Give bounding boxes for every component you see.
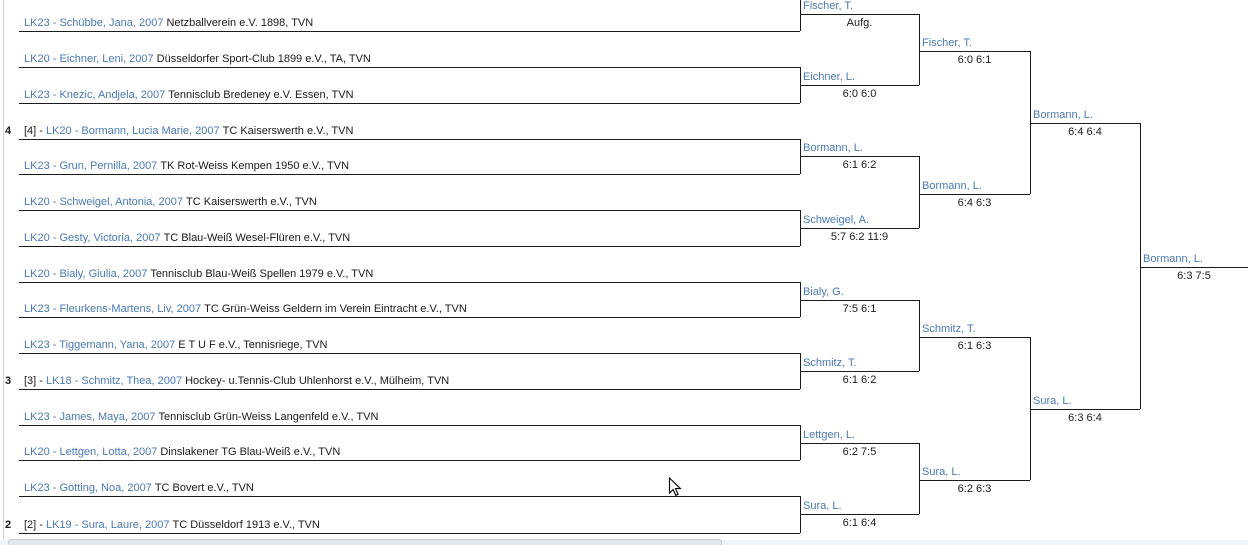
bracket-hline: [19, 282, 800, 283]
bracket-hline: [800, 300, 919, 301]
bracket-hline: [19, 210, 800, 211]
bracket-hline: [800, 443, 919, 444]
player-link[interactable]: LK23 - Götting, Noa, 2007: [24, 482, 152, 494]
match-score: 6:1 6:2: [842, 374, 877, 386]
player-link[interactable]: LK23 - Schübbe, Jana, 2007: [24, 17, 164, 29]
winner-link[interactable]: Bialy, G.: [803, 286, 844, 298]
bracket-hline: [1140, 267, 1248, 268]
match-score: 6:1 6:3: [957, 340, 992, 352]
bracket-hline: [19, 389, 800, 390]
club-label: TC Düsseldorf 1913 e.V., TVN: [172, 519, 320, 531]
winner-link[interactable]: Bormann, L.: [1033, 109, 1093, 121]
club-label: Hockey- u.Tennis-Club Uhlenhorst e.V., Mülheim, TVN: [185, 375, 450, 387]
bracket-hline: [19, 31, 800, 32]
match-score: 6:1 6:2: [842, 159, 877, 171]
bracket-hline: [19, 460, 800, 461]
bracket-hline: [19, 103, 800, 104]
draw-row: [0, 338, 800, 352]
player-link[interactable]: LK20 - Bormann, Lucia Marie, 2007: [45, 125, 220, 137]
seed-label: [3] -: [24, 375, 43, 387]
club-label: Tennisclub Grün-Weiss Langenfeld e.V., TVN: [158, 411, 379, 423]
draw-row: [0, 231, 800, 245]
bracket-vline: [919, 156, 920, 228]
bracket-hline: [800, 85, 919, 86]
bracket-hline: [800, 14, 919, 15]
bracket-hline: [19, 425, 800, 426]
bracket-hline: [19, 246, 800, 247]
match-score: Aufg.: [846, 17, 873, 29]
match-score: 6:3 6:4: [1068, 412, 1102, 424]
draw-row: [0, 124, 800, 138]
club-label: Tennisclub Bredeney e.V. Essen, TVN: [168, 89, 354, 101]
bracket-hline: [919, 480, 1030, 481]
winner-link[interactable]: Fischer, T.: [922, 37, 972, 49]
winner-link[interactable]: Bormann, L.: [922, 180, 982, 192]
bracket-hline: [19, 496, 800, 497]
bracket-hline: [800, 371, 919, 372]
winner-link[interactable]: Bormann, L.: [803, 142, 863, 154]
player-link[interactable]: LK23 - Fleurkens-Martens, Liv, 2007: [24, 303, 202, 315]
draw-row: [0, 195, 800, 209]
seed-label: [4] -: [24, 125, 43, 137]
club-label: TK Rot-Weiss Kempen 1950 e.V., TVN: [160, 160, 350, 172]
club-label: TC Blau-Weiß Wesel-Flüren e.V., TVN: [163, 232, 351, 244]
club-label: E T U F e.V., Tennisriege, TVN: [178, 339, 328, 351]
draw-position-number: 2: [5, 519, 12, 531]
winner-link[interactable]: Schmitz, T.: [922, 323, 976, 335]
bracket-hline: [19, 533, 800, 534]
draw-row: [0, 374, 800, 388]
match-score: 5:7 6:2 11:9: [830, 231, 889, 243]
club-label: TC Kaiserswerth e.V., TVN: [186, 196, 317, 208]
winner-link[interactable]: Fischer, T.: [803, 0, 853, 12]
match-score: 6:0 6:1: [957, 54, 992, 66]
bracket-hline: [800, 514, 919, 515]
player-link[interactable]: LK18 - Schmitz, Thea, 2007: [45, 375, 183, 387]
draw-row: [0, 518, 800, 532]
bracket-hline: [919, 337, 1030, 338]
draw-row: [0, 159, 800, 173]
player-link[interactable]: LK23 - Tiggemann, Yana, 2007: [24, 339, 176, 351]
winner-link[interactable]: Schweigel, A.: [803, 214, 870, 226]
player-link[interactable]: LK19 - Sura, Laure, 2007: [45, 519, 170, 531]
bracket-hline: [19, 353, 800, 354]
club-label: Tennisclub Blau-Weiß Spellen 1979 e.V., TVN: [150, 268, 374, 280]
bracket-hline: [1030, 123, 1140, 124]
match-score: 6:2 6:3: [957, 483, 992, 495]
bracket-vline: [919, 300, 920, 371]
winner-link[interactable]: Eichner, L.: [803, 71, 855, 83]
player-link[interactable]: LK20 - Eichner, Leni, 2007: [24, 53, 154, 65]
draw-row: [0, 410, 800, 424]
mouse-cursor: [668, 477, 682, 501]
bracket-hline: [919, 51, 1030, 52]
bracket-hline: [919, 194, 1030, 195]
match-score: 6:4 6:3: [957, 197, 992, 209]
match-score: 7:5 6:1: [842, 303, 877, 315]
player-link[interactable]: LK20 - Bialy, Giulia, 2007: [24, 268, 148, 280]
draw-row: [0, 88, 800, 102]
bracket-hline: [1030, 409, 1140, 410]
draw-row: [0, 267, 800, 281]
bracket-hline: [19, 67, 800, 68]
bracket-hline: [19, 139, 800, 140]
bracket-hline: [19, 174, 800, 175]
bracket-hline: [19, 317, 800, 318]
bracket-hline: [800, 228, 919, 229]
seed-label: [2] -: [24, 519, 43, 531]
player-link[interactable]: LK23 - Grun, Pernilla, 2007: [24, 160, 158, 172]
player-link[interactable]: LK23 - Knezic, Andjela, 2007: [24, 89, 166, 101]
draw-row: [0, 16, 800, 30]
bracket-vline: [919, 443, 920, 514]
draw-row: [0, 445, 800, 459]
draw-row: [0, 52, 800, 66]
player-link[interactable]: LK20 - Schweigel, Antonia, 2007: [24, 196, 184, 208]
winner-link[interactable]: Bormann, L.: [1143, 253, 1203, 265]
match-score: 6:3 7:5: [1177, 270, 1211, 282]
horizontal-scrollbar-thumb[interactable]: [8, 539, 722, 545]
winner-link[interactable]: Sura, L.: [803, 500, 842, 512]
club-label: Netzballverein e.V. 1898, TVN: [166, 17, 314, 29]
club-label: TC Kaiserswerth e.V., TVN: [222, 125, 354, 137]
club-label: TC Bovert e.V., TVN: [154, 482, 254, 494]
winner-link[interactable]: Sura, L.: [1033, 395, 1072, 407]
player-link[interactable]: LK20 - Gesty, Victoria, 2007: [24, 232, 161, 244]
winner-link[interactable]: Schmitz, T.: [803, 357, 857, 369]
bracket-vline: [919, 14, 920, 85]
winner-link[interactable]: Sura, L.: [922, 466, 961, 478]
match-score: 6:2 7:5: [842, 446, 877, 458]
draw-row: [0, 302, 800, 316]
player-link[interactable]: LK20 - Lettgen, Lotta, 2007: [24, 446, 158, 458]
draw-position-number: 4: [5, 125, 12, 137]
bracket-vline: [1140, 123, 1141, 409]
club-label: TC Grün-Weiss Geldern im Verein Eintracht e.V., TVN: [204, 303, 467, 315]
bracket-hline: [800, 156, 919, 157]
winner-link[interactable]: Lettgen, L.: [803, 429, 855, 441]
match-score: 6:4 6:4: [1068, 126, 1102, 138]
match-score: 6:0 6:0: [842, 88, 877, 100]
match-score: 6:1 6:4: [842, 517, 877, 529]
club-label: Dinslakener TG Blau-Weiß e.V., TVN: [160, 446, 341, 458]
club-label: Düsseldorfer Sport-Club 1899 e.V., TA, TVN: [156, 53, 371, 65]
draw-position-number: 3: [5, 375, 12, 387]
player-link[interactable]: LK23 - James, Maya, 2007: [24, 411, 156, 423]
